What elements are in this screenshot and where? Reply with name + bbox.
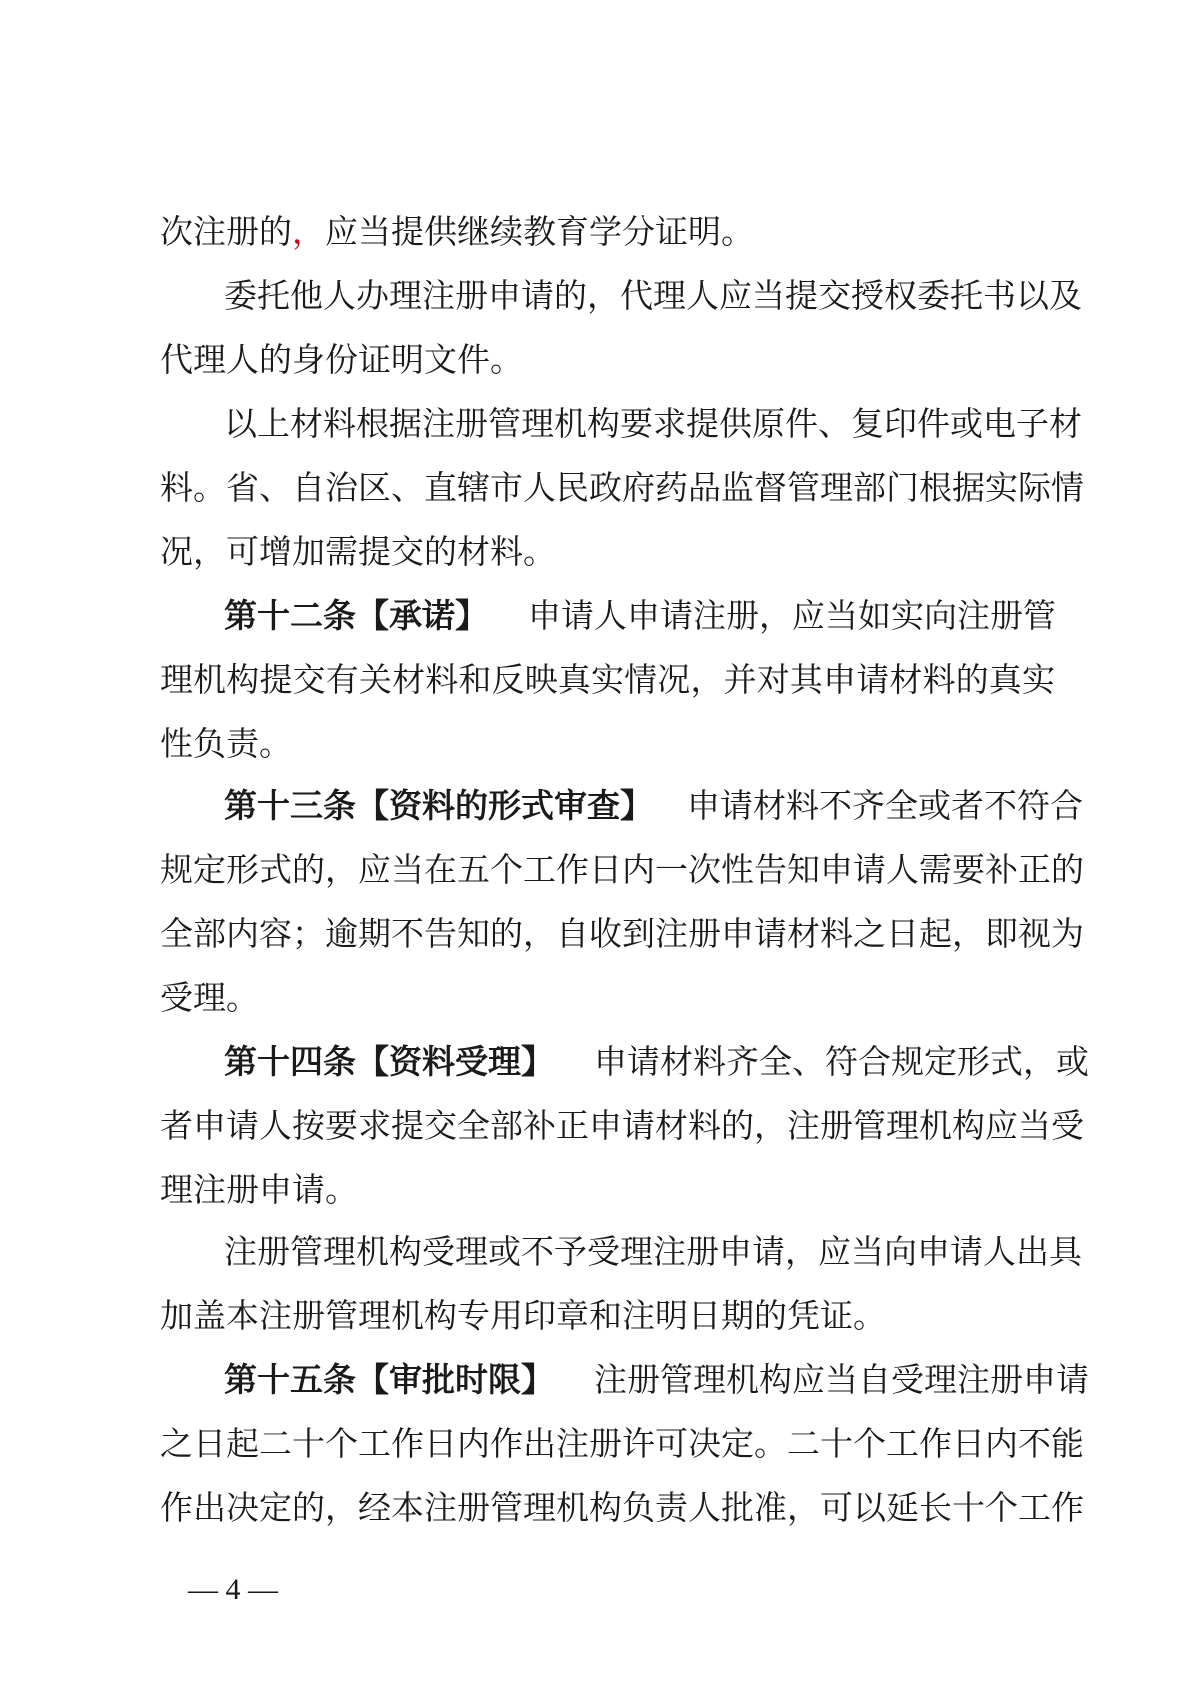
text-line: 性负责。 xyxy=(160,724,292,763)
article-15-heading: 第十五条【审批时限】 xyxy=(224,1360,554,1399)
text-segment: 次注册的 xyxy=(160,212,292,251)
text-line: 作出决定的，经本注册管理机构负责人批准，可以延长十个工作 xyxy=(160,1488,1084,1527)
text-line: 者申请人按要求提交全部补正申请材料的，注册管理机构应当受 xyxy=(160,1106,1084,1145)
text-line: 注册管理机构受理或不予受理注册申请，应当向申请人出具 xyxy=(224,1232,1082,1271)
text-line: 理注册申请。 xyxy=(160,1170,358,1209)
article-14-heading: 第十四条【资料受理】 xyxy=(224,1042,554,1081)
article-13-heading: 第十三条【资料的形式审查】 xyxy=(224,786,653,825)
text-line: 况，可增加需提交的材料。 xyxy=(160,532,556,571)
text-line: 规定形式的，应当在五个工作日内一次性告知申请人需要补正的 xyxy=(160,850,1084,889)
text-line: 加盖本注册管理机构专用印章和注明日期的凭证。 xyxy=(160,1296,886,1335)
article-12-heading: 第十二条【承诺】 xyxy=(224,596,488,635)
text-segment: 申请材料齐全、符合规定形式，或 xyxy=(594,1042,1089,1081)
red-comma: ， xyxy=(292,212,325,251)
text-line: 委托他人办理注册申请的，代理人应当提交授权委托书以及 xyxy=(224,276,1082,315)
article-15-line xyxy=(224,1360,1089,1400)
text-line: 代理人的身份证明文件。 xyxy=(160,340,523,379)
article-12-line xyxy=(224,596,1055,636)
text-line: 理机构提交有关材料和反映真实情况，并对其申请材料的真实 xyxy=(160,660,1055,699)
text-line: 之日起二十个工作日内作出注册许可决定。二十个工作日内不能 xyxy=(160,1424,1084,1463)
text-line xyxy=(160,212,1055,252)
text-line: 全部内容；逾期不告知的，自收到注册申请材料之日起，即视为 xyxy=(160,914,1084,953)
text-line: 受理。 xyxy=(160,978,259,1017)
page-number: — 4 — xyxy=(188,1573,278,1606)
text-segment: 申请材料不齐全或者不符合 xyxy=(687,786,1083,825)
text-segment: 应当提供继续教育学分证明。 xyxy=(325,212,754,251)
text-line: 料。省、自治区、直辖市人民政府药品监督管理部门根据实际情 xyxy=(160,468,1084,507)
text-segment: 申请人申请注册，应当如实向注册管 xyxy=(528,596,1056,635)
article-13-line xyxy=(224,786,1083,826)
text-line: 以上材料根据注册管理机构要求提供原件、复印件或电子材 xyxy=(224,404,1082,443)
text-segment: 注册管理机构应当自受理注册申请 xyxy=(594,1360,1089,1399)
article-14-line xyxy=(224,1042,1089,1082)
